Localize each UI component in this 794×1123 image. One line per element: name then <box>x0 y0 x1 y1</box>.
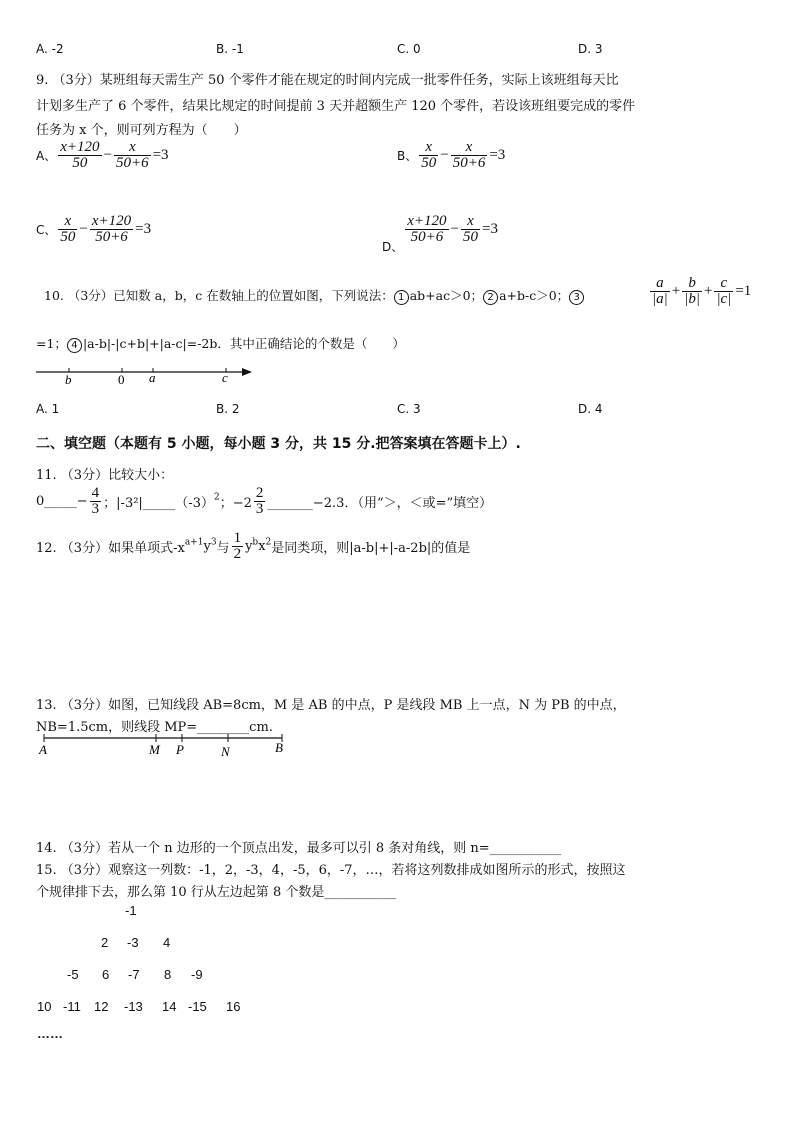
q12-line <box>36 531 470 562</box>
q9-option-d <box>382 214 498 255</box>
q10-intro: 10. （3分）已知数 a，b，c 在数轴上的位置如图，下列说法： <box>44 288 394 303</box>
q13-segment-figure <box>36 732 296 758</box>
q13-label-p: P <box>176 742 184 757</box>
q9-c-frac2 <box>90 214 133 245</box>
q9-a-num1: x+120 <box>60 139 100 155</box>
q13-label-n: N <box>221 744 230 758</box>
q11-part1: 0_____− <box>36 494 88 509</box>
q9-a-num2: x <box>114 140 151 156</box>
q12-part2: y <box>203 539 211 554</box>
q11-frac1 <box>90 486 102 517</box>
q10-frac-a-den: |a| <box>652 291 668 307</box>
q13-label-b: B <box>275 740 283 755</box>
q11-frac2 <box>254 486 266 517</box>
q10-option-b: B. 2 <box>216 402 240 416</box>
q15-cell: 12 <box>94 999 109 1014</box>
q13-line1: 13. （3分）如图，已知线段 AB=8cm，M 是 AB 的中点，P 是线段 MB 上一点，N 为 PB 的中点， <box>36 698 626 713</box>
q11-frac1-den: 3 <box>91 501 100 517</box>
q12-part3: 与 <box>216 541 230 556</box>
q12-frac <box>232 531 244 562</box>
q9-c-den2: 50+6 <box>95 229 128 245</box>
q8-option-d: D. 3 <box>578 42 603 56</box>
q10-abs-expression <box>648 276 751 307</box>
q12-part6: 是同类项，则|a-b|+|-a-2b|的值是 <box>271 541 471 556</box>
q10-plus-2: + <box>703 283 713 299</box>
q9-line2: 计划多生产了 6 个零件，结果比规定的时间提前 3 天并超额生产 120 个零件，若设该班组要完成的零件 <box>36 99 636 114</box>
q9-a-den2: 50+6 <box>115 155 149 171</box>
q10-label-a: a <box>149 370 156 385</box>
q15-cell: 16 <box>226 999 241 1014</box>
q10-frac-a-num: a <box>650 276 670 292</box>
q10-frac-b-num: b <box>682 276 702 292</box>
q9-a-label: A、 <box>36 149 57 163</box>
q9-b-frac1 <box>419 140 438 171</box>
q15-cell: 8 <box>164 967 172 982</box>
q9-d-num2: x <box>461 214 480 230</box>
q15-line1: 15. （3分）观察这一列数：-1，2，-3，4，-5，6，-7，…，若将这列数排成如图所示的形式，按照这 <box>36 863 626 878</box>
q9-d-den1: 50+6 <box>410 229 444 245</box>
q15-cell: -15 <box>188 999 207 1014</box>
q10-circle-4: 4 <box>67 338 82 353</box>
q13-label-m: M <box>149 742 160 757</box>
q15-cell: 4 <box>163 935 171 950</box>
q8-option-a: A. -2 <box>36 42 64 56</box>
q9-c-frac1 <box>58 214 77 245</box>
q10-option-a: A. 1 <box>36 402 60 416</box>
q15-cell: 14 <box>162 999 177 1014</box>
q10-line1 <box>44 286 585 305</box>
q9-b-den2: 50+6 <box>452 155 486 171</box>
q12-sup2: 3 <box>210 537 217 548</box>
q9-d-num1: x+120 <box>407 213 447 229</box>
q10-line2 <box>36 334 405 353</box>
q15-cell: 10 <box>37 999 52 1014</box>
q13-label-a: A <box>39 742 47 757</box>
q9-b-label: B、 <box>397 149 418 163</box>
q10-axis-arrow <box>242 368 252 376</box>
q15-cell: -5 <box>67 967 79 982</box>
q15-cell: -3 <box>127 935 139 950</box>
q10-plus-1: + <box>671 283 681 299</box>
q11-frac1-num: 4 <box>91 485 100 501</box>
q10-frac-c <box>714 276 733 307</box>
q9-d-frac2 <box>461 214 480 245</box>
q10-statement-2: a+b-c＞0； <box>499 288 570 303</box>
q12-part1: 12. （3分）如果单项式-x <box>36 541 185 556</box>
q11-part2: ；|-3²|_____（-3） <box>103 496 214 511</box>
q12-frac-num: 1 <box>233 530 242 546</box>
q10-frac-b-den: |b| <box>684 291 700 307</box>
q11-sup2: 2 <box>213 492 220 503</box>
q8-option-c: C. 0 <box>397 42 421 56</box>
q10-frac-a <box>650 276 670 307</box>
q9-a-frac2 <box>114 140 151 171</box>
q9-line1: 9. （3分）某班组每天需生产 50 个零件才能在规定的时间内完成一批零件任务，实际上该班组每天比 <box>36 73 619 88</box>
q9-b-den1: 50 <box>421 155 437 171</box>
q10-line2-start: =1； <box>36 336 67 351</box>
q12-sup3: b <box>252 537 259 548</box>
q11-line1: 11. （3分）比较大小： <box>36 468 174 483</box>
q15-cell: -13 <box>124 999 143 1014</box>
q9-d-label: D、 <box>382 240 404 254</box>
q9-c-label: C、 <box>36 223 57 237</box>
q11-frac2-den: 3 <box>255 501 264 517</box>
q10-circle-1: 1 <box>394 290 409 305</box>
q9-b-num1: x <box>419 140 438 156</box>
q12-part4: y <box>245 539 253 554</box>
q9-c-minus: − <box>79 221 88 237</box>
q10-option-c: C. 3 <box>397 402 421 416</box>
q10-option-d: D. 4 <box>578 402 603 416</box>
q10-label-b: b <box>65 372 72 386</box>
q15-cell: -11 <box>63 999 81 1014</box>
q9-b-num2: x <box>451 140 488 156</box>
q8-option-b: B. -1 <box>216 42 244 56</box>
q10-circle-3: 3 <box>569 290 584 305</box>
q9-c-rhs: =3 <box>135 221 152 237</box>
q9-option-b <box>397 140 505 171</box>
q10-circle-2: 2 <box>483 290 498 305</box>
q10-label-0: 0 <box>118 372 125 386</box>
q9-d-frac1 <box>405 214 448 245</box>
q12-part5: x <box>258 539 266 554</box>
q10-frac-c-num: c <box>714 276 733 292</box>
q10-eq1: =1 <box>735 283 752 299</box>
q15-ellipsis: …… <box>37 1026 63 1041</box>
q10-label-c: c <box>222 370 228 385</box>
q11-part4: _______−2.3．（用“＞，＜或=”填空） <box>267 496 493 511</box>
q9-c-den1: 50 <box>60 229 76 245</box>
q9-b-minus: − <box>440 147 449 163</box>
q15-cell: -1 <box>125 903 137 918</box>
q12-sup1: a+1 <box>184 537 204 548</box>
q15-cell: 2 <box>101 935 109 950</box>
q9-d-minus: − <box>450 221 459 237</box>
q11-line2 <box>36 486 492 517</box>
q10-frac-c-den: |c| <box>716 291 732 307</box>
q9-line3: 任务为 x 个，则可列方程为（ ） <box>36 123 247 138</box>
q9-option-a <box>36 140 169 171</box>
q11-frac2-num: 2 <box>255 485 264 501</box>
section-2-title: 二、填空题（本题有 5 小题，每小题 3 分，共 15 分.把答案填在答题卡上）. <box>36 436 521 452</box>
q9-b-frac2 <box>451 140 488 171</box>
q15-line2: 个规律排下去，那么第 10 行从左边起第 8 个数是___________ <box>36 885 396 900</box>
q9-b-rhs: =3 <box>489 147 506 163</box>
q9-d-rhs: =3 <box>482 221 498 237</box>
q15-cell: -9 <box>191 967 203 982</box>
q10-statement-1: ab+ac＞0； <box>409 288 484 303</box>
q15-cell: -7 <box>128 967 140 982</box>
q10-number-line <box>36 362 256 386</box>
q10-frac-b <box>682 276 702 307</box>
q9-c-num1: x <box>58 214 77 230</box>
q12-sup4: 2 <box>265 537 272 548</box>
q9-a-minus: − <box>103 147 112 163</box>
q12-frac-den: 2 <box>233 546 242 562</box>
q15-cell: 6 <box>102 967 110 982</box>
q13-line2: NB=1.5cm，则线段 MP=________cm. <box>36 720 273 735</box>
q10-statement-4: |a-b|-|c+b|+|a-c|=-2b．其中正确结论的个数是（ ） <box>82 336 405 351</box>
q9-a-rhs: =3 <box>152 147 169 163</box>
q11-part3: ；−2 <box>219 496 252 511</box>
q9-c-num2: x+120 <box>91 213 132 229</box>
q9-a-den1: 50 <box>72 155 88 171</box>
q9-option-c <box>36 214 151 245</box>
q14-line: 14. （3分）若从一个 n 边形的一个顶点出发，最多可以引 8 条对角线，则 n=___________ <box>36 841 562 856</box>
q9-d-den2: 50 <box>463 229 478 245</box>
q9-a-frac1 <box>58 140 101 171</box>
